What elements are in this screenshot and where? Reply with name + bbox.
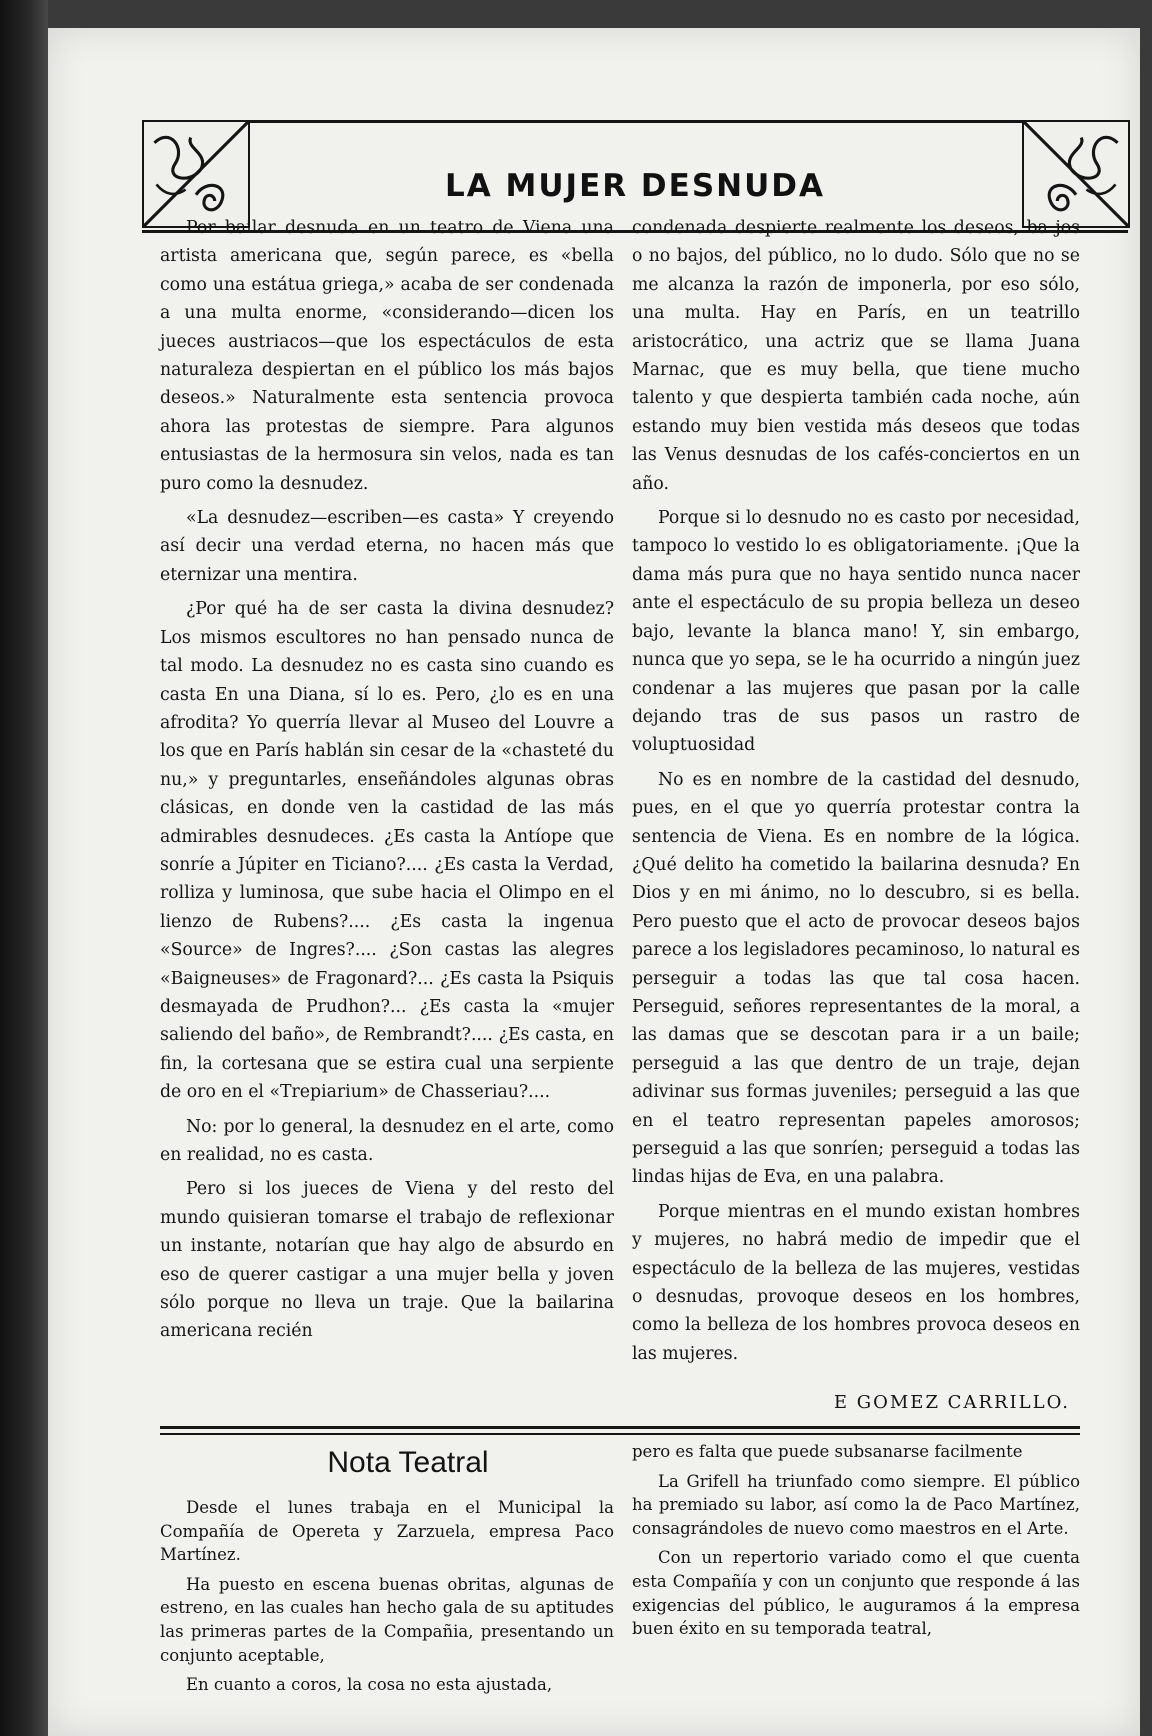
article-paragraph: condenada despierte realmente los deseos, ba jos o no bajos, del público, no lo dudo. Sólo que no se me alcanza la razón de imponerla, por eso sólo, una multa. Hay en París, en un teatrillo aristocrático, una actriz que se llama Juana Marnac, que es muy bella, que tiene mucho talento y que despierta también cada noche, aún estando muy bien vestida más deseos que todas las Venus desnudas de los cafés-conciertos en un año. xyxy=(632,218,1080,494)
article-paragraph: No es en nombre de la castidad del desnudo, pues, en el que yo querría protestar contra la sentencia de Viena. Es en nombre de la lógica. ¿Qué delito ha cometido la bailarina desnuda? En Dios y en mi ánimo, no lo descubro, si es bella. Pero puesto que el acto de provocar deseos bajos parece a los legisladores pecaminoso, lo natural es perseguir a todas las que tal cosa hacen. Perseguid, señores representantes de la moral, a las damas que se descotan para ir a un baile; perseguid a las que dentro de un traje, dejan adivinar sus formas juveniles; perseguid a las que en el teatro representan papeles amorosos; perseguid a las que sonríen; perseguid a todas las lindas hijas de Eva, en una palabra. xyxy=(632,769,1080,1188)
article-paragraph: Porque mientras en el mundo existan hombres y mujeres, no habrá medio de impedir que el espectáculo de la belleza de las mujeres, vestidas o desnudas, provoque deseos en los hombres, como la belleza de los hombres provoca deseos en las mujeres. xyxy=(632,1201,1080,1364)
article-paragraph: Porque si lo desnudo no es casto por necesidad, tampoco lo vestido lo es obligatoriamente. ¡Que la dama más pura que no haya sentido nunca nacer ante el espectáculo de su propia belleza un deseo bajo, levante la blanca mano! Y, sin embargo, nunca que yo sepa, se le ha ocurrido a ningún juez condenar a las mujeres que pasan por la calle dejando tras de sus pasos un rastro de voluptuosidad xyxy=(632,508,1080,756)
nota-paragraph: La Grifell ha triunfado como siempre. El público ha premiado su labor, así como la de Paco Martínez, consagrándoles de nuevo como maestros en el Arte. xyxy=(632,1471,1080,1538)
article-column-left xyxy=(160,214,614,1352)
nota-title: Nota Teatral xyxy=(327,1446,489,1479)
article-column-right xyxy=(632,214,1080,1374)
nota-paragraph: En cuanto a coros, la cosa no esta ajustada, xyxy=(186,1675,553,1695)
article-paragraph: Por bailar desnuda en un teatro de Viena una artista americana que, según parece, es «bella como una estátua griega,» acaba de ser condenada a una multa enorme, «considerando—dicen los jueces austriacos—que los espectáculos de esta naturaleza despiertan en el público los más bajos deseos.» Naturalmente esta sentencia provoca ahora las protestas de siempre. Para algunos entusiastas de la hermosura sin velos, nada es tan puro como la desnudez. xyxy=(160,218,614,494)
article-paragraph: No: por lo general, la desnudez en el arte, como en realidad, no es casta. xyxy=(160,1116,614,1165)
article-paragraph: Pero si los jueces de Viena y del resto del mundo quisieran tomarse el trabajo de reflexionar un instante, notarían que hay algo de absurdo en eso de querer castigar a una mujer bella y joven sólo porque no lleva un traje. Que la bailarina americana recién xyxy=(160,1179,614,1342)
nota-paragraph: Con un repertorio variado como el que cuenta esta Compañía y con un conjunto que responde á las exigencias del público, le auguramos á la empresa buen éxito en su temporada teatral, xyxy=(632,1548,1080,1639)
nota-paragraph: Ha puesto en escena buenas obritas, algunas de estreno, en las cuales han hecho gala de su aptitudes las primeras partes de la Compañia, presentando un conjunto aceptable, xyxy=(160,1574,614,1665)
section-rule-bottom xyxy=(160,1433,1080,1435)
newspaper-page xyxy=(48,28,1140,1736)
article-paragraph: «La desnudez—escriben—es casta» Y creyendo así decir una verdad eterna, no hacen más que eternizar una mentira. xyxy=(160,508,614,585)
article-signature: E GOMEZ CARRILLO. xyxy=(833,1392,1070,1413)
nota-paragraph: pero es falta que puede subsanarse facilmente xyxy=(632,1442,1023,1461)
book-spine xyxy=(0,0,48,1736)
section-rule-top xyxy=(160,1426,1080,1429)
article-title: LA MUJER DESNUDA xyxy=(444,168,825,204)
nota-column-right xyxy=(632,1440,1080,1647)
top-rule xyxy=(142,120,1128,123)
nota-column-left xyxy=(160,1496,614,1703)
article-paragraph: ¿Por qué ha de ser casta la divina desnudez? Los mismos escultores no han pensado nunca de tal modo. La desnudez no es casta sino cuando es casta En una Diana, sí lo es. Pero, ¿lo es en una afrodita? Yo querría llevar al Museo del Louvre a los que en París hablán sin cesar de la «chasteté du nu,» y preguntarles, enseñándoles algunas obras clásicas, en donde ven la castidad de las más admirables desnudeces. ¿Es casta la Antíope que sonríe a Júpiter en Ticiano?.... ¿Es casta la Verdad, rolliza y luminosa, que sube hacia el Olimpo en el lienzo de Rubens?.... ¿Es casta la ingenua «Source» de Ingres?.... ¿Son castas las alegres «Baigneuses» de Fragonard?... ¿Es casta la Psiquis desmayada de Prudhon?... ¿Es casta la «mujer saliendo del baño», de Rembrandt?.... ¿Es casta, en fin, la cortesana que se estira cual una serpiente de oro en el «Trepiarium» de Chasseriau?.... xyxy=(160,599,614,1103)
nota-paragraph: Desde el lunes trabaja en el Municipal la Compañía de Opereta y Zarzuela, empresa Paco Martínez. xyxy=(160,1498,614,1565)
